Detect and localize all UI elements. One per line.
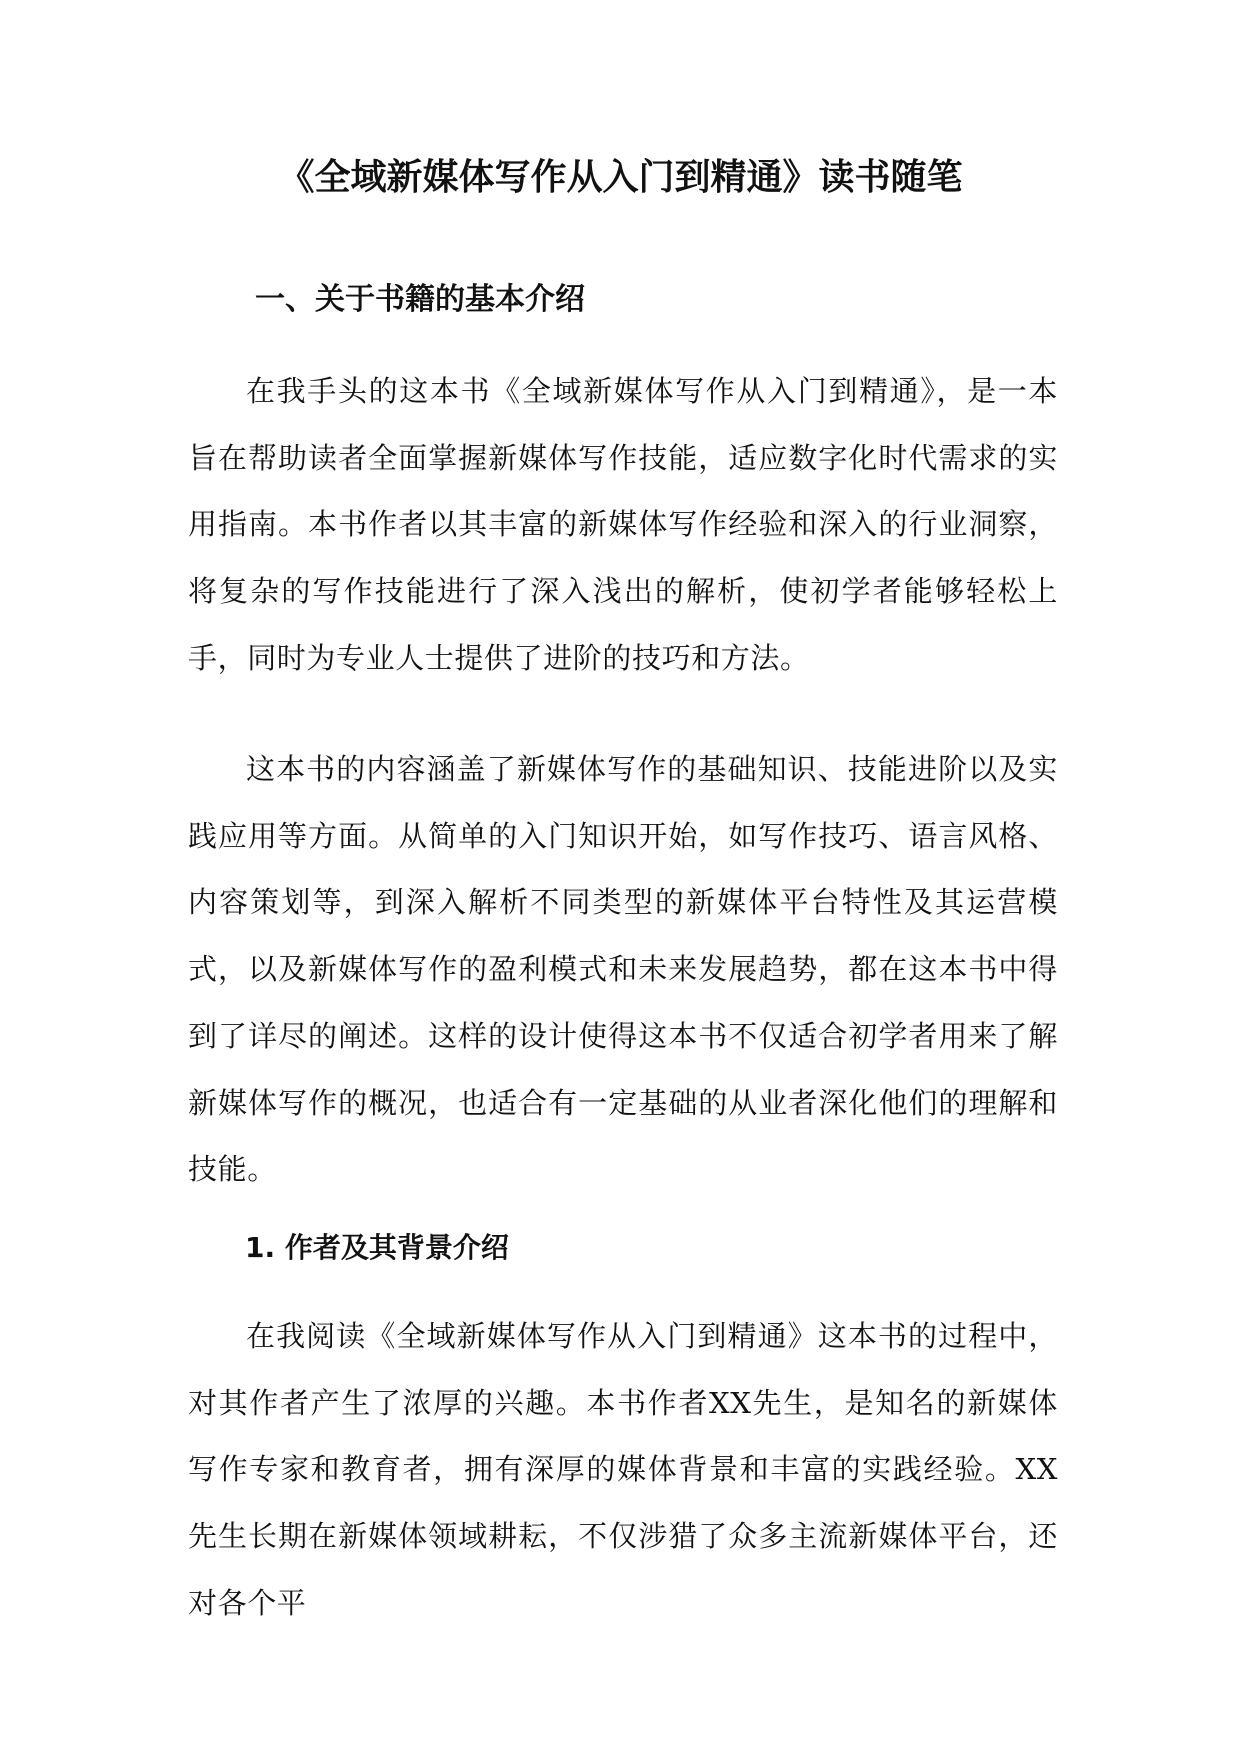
section-heading: 一、关于书籍的基本介绍: [255, 282, 585, 317]
subsection-heading: 1. 作者及其背景介绍: [245, 1231, 509, 1264]
body-paragraph: 这本书的内容涵盖了新媒体写作的基础知识、技能进阶以及实践应用等方面。从简单的入门知识开始，如写作技巧、语言风格、内容策划等，到深入解析不同类型的新媒体平台特性及其运营模式，以及新媒体写作的盈利模式和未来发展趋势，都在这本书中得到了详尽的阐述。这样的设计使得这本书不仅适合初学者用来了解新媒体写作的概况，也适合有一定基础的从业者深化他们的理解和技能。: [188, 752, 1058, 1187]
body-paragraph: 在我阅读《全域新媒体写作从入门到精通》这本书的过程中，对其作者产生了浓厚的兴趣。本书作者XX先生，是知名的新媒体写作专家和教育者，拥有深厚的媒体背景和丰富的实践经验。XX先生长期在新媒体领域耕耘，不仅涉猎了众多主流新媒体平台，还对各个平: [188, 1319, 1058, 1620]
document-title: 《全域新媒体写作从入门到精通》读书随笔: [278, 157, 963, 198]
body-paragraph: 在我手头的这本书《全域新媒体写作从入门到精通》，是一本旨在帮助读者全面掌握新媒体写作技能，适应数字化时代需求的实用指南。本书作者以其丰富的新媒体写作经验和深入的行业洞察，将复杂的写作技能进行了深入浅出的解析，使初学者能够轻松上手，同时为专业人士提供了进阶的技巧和方法。: [188, 374, 1058, 675]
